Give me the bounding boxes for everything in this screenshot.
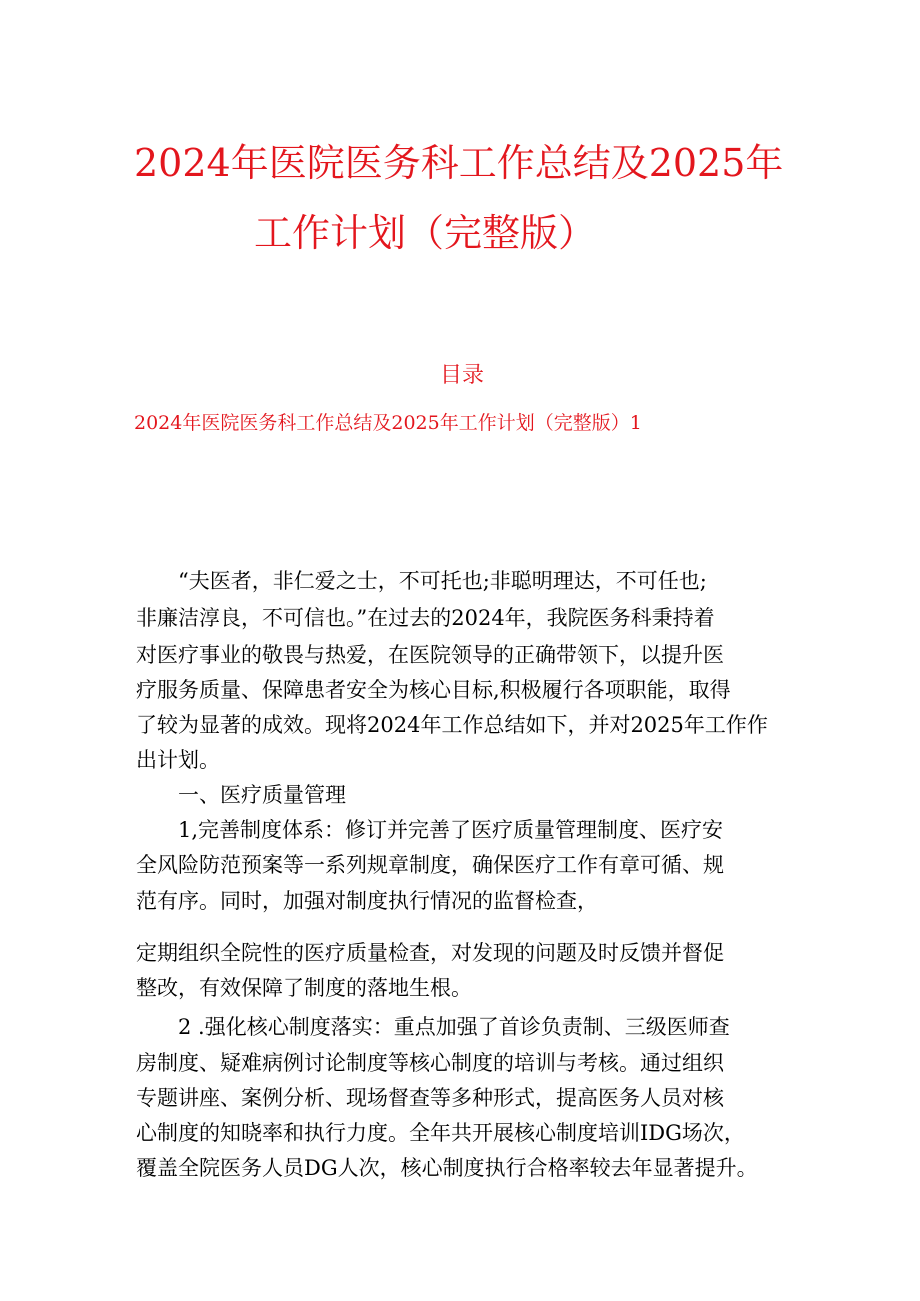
- paragraph-line: 房制度、疑难病例讨论制度等核心制度的培训与考核。通过组织: [136, 1051, 724, 1075]
- toc-entry-link[interactable]: 2024年医院医务科工作总结及2025年工作计划（完整版）1: [134, 412, 642, 434]
- paragraph-line: 1,完善制度体系：修订并完善了医疗质量管理制度、医疗安: [178, 818, 724, 842]
- toc-heading: 目录: [440, 363, 485, 388]
- document-title-line-1: 2024年医院医务科工作总结及2025年: [134, 141, 784, 185]
- paragraph-line: 定期组织全院性的医疗质量检查，对发现的问题及时反馈并督促: [136, 941, 724, 965]
- paragraph-line: 整改，有效保障了制度的落地生根。: [136, 976, 472, 1000]
- paragraph-line: 范有序。同时，加强对制度执行情况的监督检查，: [136, 889, 598, 913]
- paragraph-line: 非廉洁淳良，不可信也。”在过去的2024年，我院医务科秉持着: [136, 606, 715, 630]
- paragraph-line: 心制度的知晓率和执行力度。全年共开展核心制度培训IDG场次，: [136, 1121, 745, 1145]
- paragraph-line: 专题讲座、案例分析、现场督查等多种形式，提高医务人员对核: [136, 1086, 724, 1110]
- paragraph-line: 2 .强化核心制度落实：重点加强了首诊负责制、三级医师查: [178, 1015, 730, 1039]
- paragraph-line: 全风险防范预案等一系列规章制度，确保医疗工作有章可循、规: [136, 853, 724, 877]
- paragraph-line: 出计划。: [136, 748, 220, 772]
- paragraph-line: “夫医者，非仁爱之士，不可托也;非聪明理达，不可任也;: [178, 569, 707, 593]
- document-title-line-2: 工作计划（完整版）: [254, 211, 597, 255]
- section-heading: 一、医疗质量管理: [178, 783, 346, 807]
- paragraph-line: 了较为显著的成效。现将2024年工作总结如下，并对2025年工作作: [136, 713, 768, 737]
- paragraph-line: 疗服务质量、保障患者安全为核心目标,积极履行各项职能，取得: [136, 678, 731, 702]
- paragraph-line: 对医疗事业的敬畏与热爱，在医院领导的正确带领下，以提升医: [136, 643, 724, 667]
- paragraph-line: 覆盖全院医务人员DG人次，核心制度执行合格率较去年显著提升。: [136, 1156, 758, 1180]
